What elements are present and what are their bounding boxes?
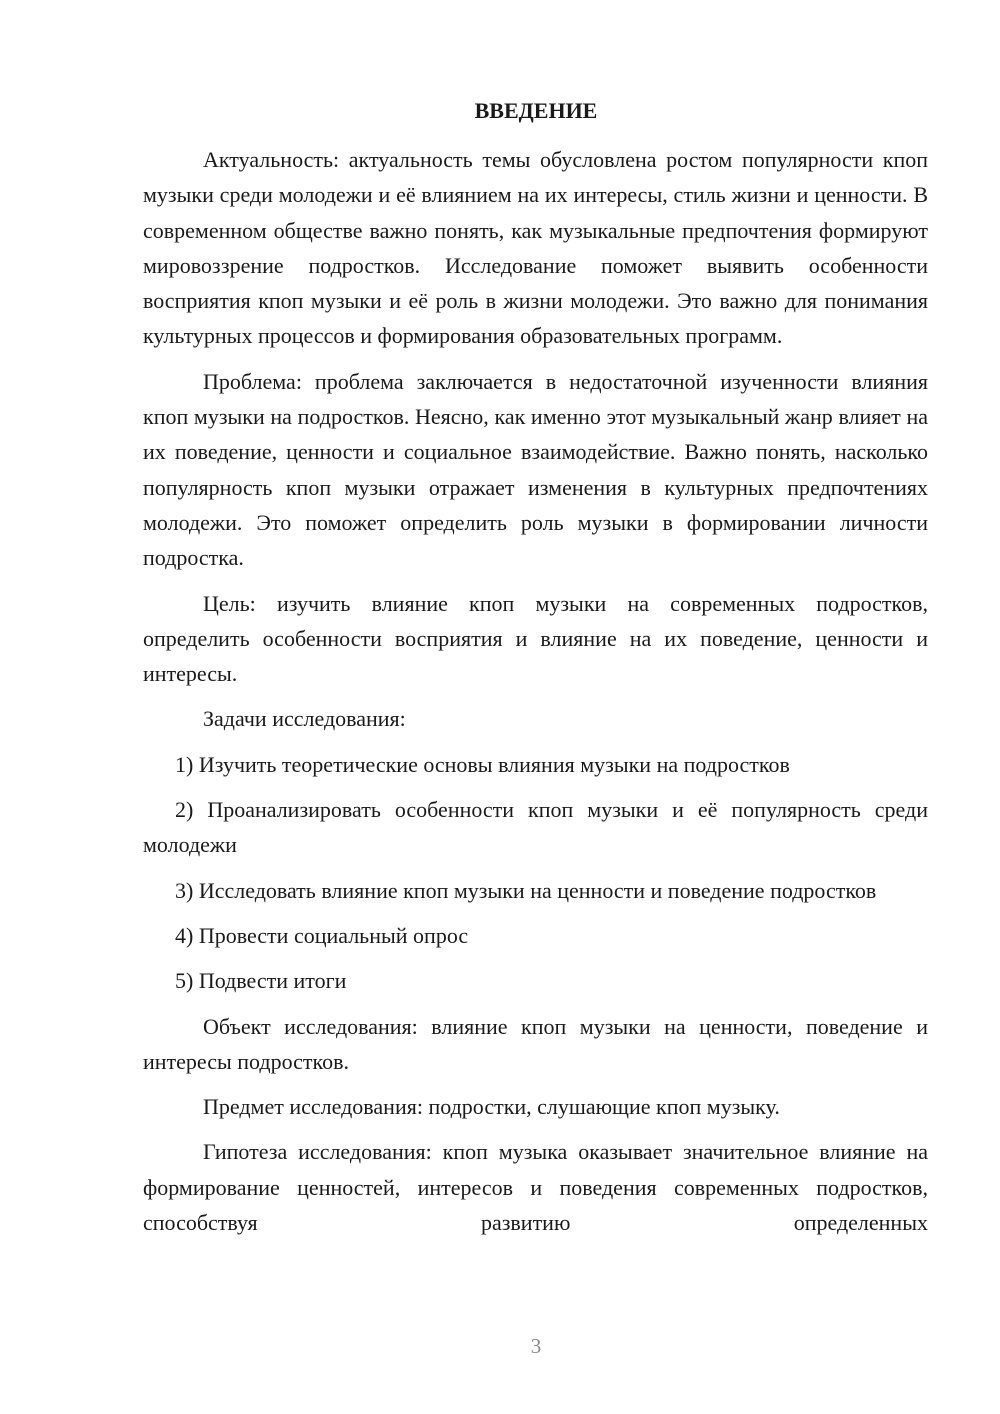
- section-heading: ВВЕДЕНИЕ: [474, 98, 598, 123]
- task-item: 1) Изучить теоретические основы влияния музыки на подростков: [175, 751, 790, 777]
- paragraph-goal: Цель: изучить влияние кпоп музыки на современных подростков, определить особенности восприятия и влияние на их поведение, ценности и интересы.: [143, 590, 928, 687]
- task-item: 5) Подвести итоги: [175, 968, 347, 994]
- paragraph-subject: Предмет исследования: подростки, слушающие кпоп музыку.: [203, 1094, 780, 1120]
- document-body: [143, 142, 928, 1250]
- page-number: 3: [530, 1334, 542, 1358]
- tasks-heading: Задачи исследования:: [203, 706, 406, 732]
- task-item: 3) Исследовать влияние кпоп музыки на ценности и поведение подростков: [175, 877, 877, 903]
- task-item: 4) Провести социальный опрос: [175, 922, 469, 948]
- paragraph-problem: Проблема: проблема заключается в недостаточной изученности влияния кпоп музыки на подростков. Неясно, как именно этот музыкальный жанр влияет на их поведение, ценности и социальное взаимодействие. Важно понять, насколько популярность кпоп музыки отражает изменения в культурных предпочтениях молодежи. Это поможет определить роль музыки в формировании личности подростка.: [143, 368, 928, 571]
- task-item: 2) Проанализировать особенности кпоп музыки и её популярность среди молодежи: [143, 797, 928, 858]
- paragraph-hypothesis: Гипотеза исследования: кпоп музыка оказывает значительное влияние на формирование ценностей, интересов и поведения современных подростков, способствуя развитию определенных: [143, 1139, 928, 1236]
- paragraph-object: Объект исследования: влияние кпоп музыки на ценности, поведение и интересы подростков.: [143, 1013, 928, 1074]
- paragraph-relevance: Актуальность: актуальность темы обусловлена ростом популярности кпоп музыки среди молодежи и её влиянием на их интересы, стиль жизни и ценности. В современном обществе важно понять, как музыкальные предпочтения формируют мировоззрение подростков. Исследование поможет выявить особенности восприятия кпоп музыки и её роль в жизни молодежи. Это важно для понимания культурных процессов и формирования образовательных программ.: [143, 147, 928, 349]
